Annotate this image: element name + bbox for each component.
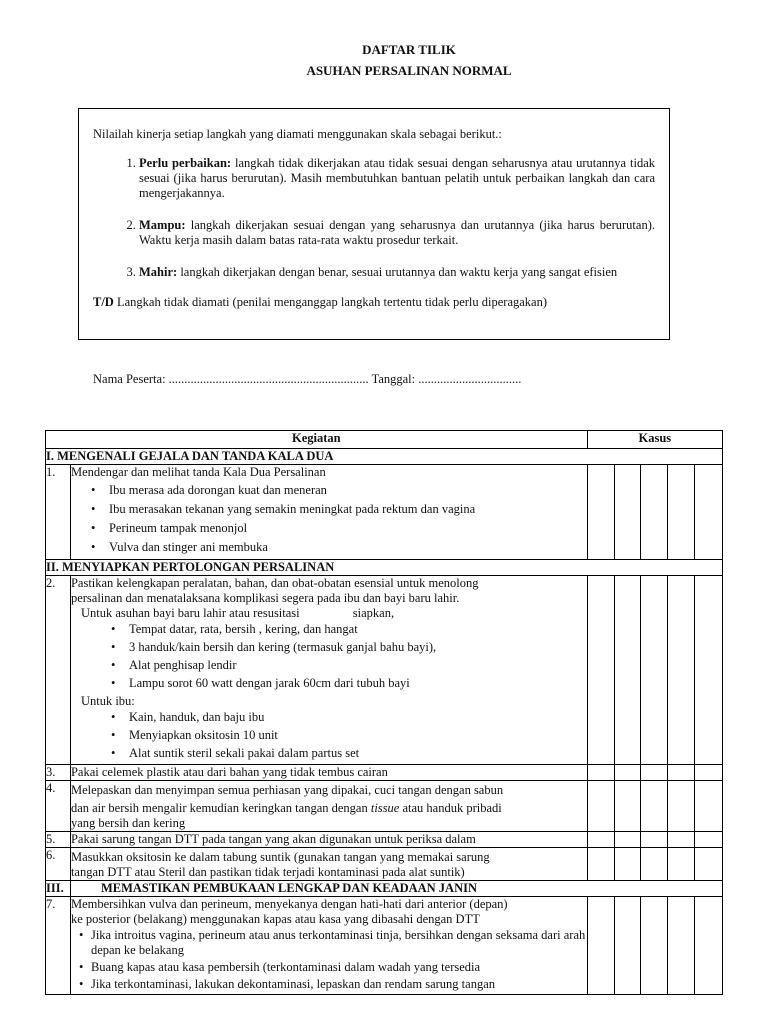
section-title-2: II. MENYIAPKAN PERTOLONGAN PERSALINAN [46, 560, 723, 576]
score-cell[interactable] [668, 832, 695, 848]
score-cell[interactable] [695, 832, 723, 848]
scale-term-2: Mampu: [139, 218, 186, 232]
row-number: 3. [46, 765, 71, 781]
score-cell[interactable] [695, 848, 723, 881]
list-item: • Menyiapkan oksitosin 10 unit [129, 728, 587, 743]
score-cell[interactable] [695, 576, 723, 765]
table-row [46, 897, 723, 995]
row-text-part: atau handuk pribadi [399, 801, 502, 815]
scale-text-1: langkah tidak dikerjakan atau tidak sesuai dengan seharusnya atau urutannya tidak sesuai (jika harus berurutan). Masih membutuhkan bantuan pelatih untuk perbaikan langkah dan cara mengerjakannya. [139, 156, 655, 200]
score-cell[interactable] [614, 848, 641, 881]
scale-item-2 [139, 218, 655, 248]
list-item: • Alat penghisap lendir [129, 658, 587, 673]
list-item: • Vulva dan stinger ani membuka [109, 540, 587, 555]
score-cell[interactable] [614, 781, 641, 832]
document-title: DAFTAR TILIK [362, 42, 456, 57]
score-cell[interactable] [641, 832, 668, 848]
rating-scale-box [78, 108, 670, 340]
row-number: 5. [46, 832, 71, 848]
bullet-list [71, 622, 587, 691]
scale-term-3: Mahir: [139, 265, 178, 279]
row-text [70, 576, 587, 765]
row-text-line: Untuk asuhan bayi baru lahir atau resusitasi siapkan, [80, 606, 395, 620]
score-cell[interactable] [668, 765, 695, 781]
table-row [46, 765, 723, 781]
list-item: • Lampu sorot 60 watt dengan jarak 60cm dari tubuh bayi [129, 676, 587, 691]
row-text-line: Masukkan oksitosin ke dalam tabung suntik (gunakan tangan yang memakai sarung [70, 850, 490, 864]
list-item: • Jika introitus vagina, perineum atau anus terkontaminasi tinja, bersihkan dengan seksama dari arah depan ke belakang [91, 928, 587, 958]
list-item: • Ibu merasa ada dorongan kuat dan meneran [109, 483, 587, 498]
score-cell[interactable] [668, 576, 695, 765]
row-text [70, 465, 587, 560]
score-cell[interactable] [587, 576, 614, 765]
row-text: Pakai sarung tangan DTT pada tangan yang akan digunakan untuk periksa dalam [70, 832, 587, 848]
section-row-1 [46, 449, 723, 465]
row-text-line: Mendengar dan melihat tanda Kala Dua Persalinan [70, 465, 326, 479]
score-cell[interactable] [587, 465, 614, 560]
list-item: • Jika terkontaminasi, lakukan dekontaminasi, lepaskan dan rendam sarung tangan [91, 977, 587, 992]
row-text-line: Untuk ibu: [80, 694, 135, 708]
scale-td [93, 295, 655, 310]
checklist-table [45, 430, 723, 995]
list-item: • 3 handuk/kain bersih dan kering (termasuk ganjal bahu bayi), [129, 640, 587, 655]
score-cell[interactable] [587, 848, 614, 881]
row-number: 7. [46, 897, 71, 995]
bullet-list [71, 710, 587, 761]
row-text [70, 848, 587, 881]
scale-term-1: Perlu perbaikan: [139, 156, 232, 170]
row-text: Pakai celemek plastik atau dari bahan yang tidak tembus cairan [70, 765, 587, 781]
row-text-line: yang bersih dan kering [70, 816, 186, 830]
scale-item-3 [139, 265, 655, 280]
score-cell[interactable] [695, 465, 723, 560]
list-item: • Ibu merasakan tekanan yang semakin meningkat pada rektum dan vagina [109, 502, 587, 517]
bullet-list [71, 483, 587, 555]
row-number: 4. [46, 781, 71, 832]
score-cell[interactable] [614, 576, 641, 765]
row-text-line: Pastikan kelengkapan peralatan, bahan, dan obat-obatan esensial untuk menolong [70, 576, 479, 590]
score-cell[interactable] [641, 765, 668, 781]
section-row-2 [46, 560, 723, 576]
score-cell[interactable] [668, 848, 695, 881]
score-cell[interactable] [641, 781, 668, 832]
scale-item-1 [139, 156, 655, 201]
score-cell[interactable] [614, 832, 641, 848]
bullet-list [71, 928, 587, 992]
list-item: • Buang kapas atau kasa pembersih (terkontaminasi dalam wadah yang tersedia [91, 960, 587, 975]
scale-list [93, 156, 655, 280]
row-text-line [71, 801, 587, 816]
section-title-3: MEMASTIKAN PEMBUKAAN LENGKAP DAN KEADAAN JANIN [70, 881, 722, 897]
row-number: 2. [46, 576, 71, 765]
score-cell[interactable] [668, 465, 695, 560]
score-cell[interactable] [587, 897, 614, 995]
row-text-line: persalinan dan menatalaksana komplikasi segera pada ibu dan bayi baru lahir. [70, 591, 460, 605]
score-cell[interactable] [641, 848, 668, 881]
header-kasus: Kasus [587, 431, 722, 449]
table-row [46, 576, 723, 765]
list-item: • Perineum tampak menonjol [109, 521, 587, 536]
score-cell[interactable] [641, 897, 668, 995]
list-item: • Tempat datar, rata, bersih , kering, dan hangat [129, 622, 587, 637]
row-text [70, 897, 587, 995]
scale-intro: Nilailah kinerja setiap langkah yang diamati menggunakan skala sebagai berikut.: [93, 127, 502, 141]
table-row [46, 832, 723, 848]
list-item: • Kain, handuk, dan baju ibu [129, 710, 587, 725]
score-cell[interactable] [614, 897, 641, 995]
section-row-3 [46, 881, 723, 897]
scale-text-3: langkah dikerjakan dengan benar, sesuai urutannya dan waktu kerja yang sangat efisien [177, 265, 618, 279]
score-cell[interactable] [641, 576, 668, 765]
section-number-3: III. [46, 881, 71, 897]
row-number: 6. [46, 848, 71, 881]
section-title-1: I. MENGENALI GEJALA DAN TANDA KALA DUA [46, 449, 723, 465]
score-cell[interactable] [641, 465, 668, 560]
row-text-line: Melepaskan dan menyimpan semua perhiasan yang dipakai, cuci tangan dengan sabun [70, 783, 504, 797]
row-text-part: dan air bersih mengalir kemudian keringkan tangan dengan [70, 801, 371, 815]
row-text-line: ke posterior (belakang) menggunakan kapas atau kasa yang dibasahi dengan DTT [70, 912, 480, 926]
score-cell[interactable] [587, 781, 614, 832]
row-text [70, 781, 587, 832]
score-cell[interactable] [614, 765, 641, 781]
table-header-row [46, 431, 723, 449]
list-item: • Alat suntik steril sekali pakai dalam partus set [129, 746, 587, 761]
score-cell[interactable] [695, 781, 723, 832]
score-cell[interactable] [668, 781, 695, 832]
participant-date-line[interactable]: Nama Peserta: ................................................................ Tanggal: ................................. [93, 372, 522, 386]
table-row [46, 848, 723, 881]
scale-td-term: T/D [93, 295, 114, 309]
scale-td-text: Langkah tidak diamati (penilai menganggap langkah tertentu tidak perlu diperagakan) [113, 295, 548, 309]
row-text-line: Membersihkan vulva dan perineum, menyekanya dengan hati-hati dari anterior (depan) [70, 897, 508, 911]
score-cell[interactable] [695, 765, 723, 781]
table-row [46, 781, 723, 832]
score-cell[interactable] [587, 832, 614, 848]
row-text-italic: tissue [370, 801, 400, 815]
document-subtitle: ASUHAN PERSALINAN NORMAL [306, 63, 512, 78]
row-text-line: tangan DTT atau Steril dan pastikan tidak terjadi kontaminasi pada alat suntik) [70, 865, 465, 879]
score-cell[interactable] [587, 765, 614, 781]
header-kegiatan: Kegiatan [46, 431, 588, 449]
row-number: 1. [46, 465, 71, 560]
score-cell[interactable] [614, 465, 641, 560]
table-row [46, 465, 723, 560]
scale-text-2: langkah dikerjakan sesuai dengan yang seharusnya dan urutannya (jika harus berurutan). Waktu kerja masih dalam batas rata-rata waktu prosedur terkait. [139, 218, 655, 247]
score-cell[interactable] [668, 897, 695, 995]
score-cell[interactable] [695, 897, 723, 995]
